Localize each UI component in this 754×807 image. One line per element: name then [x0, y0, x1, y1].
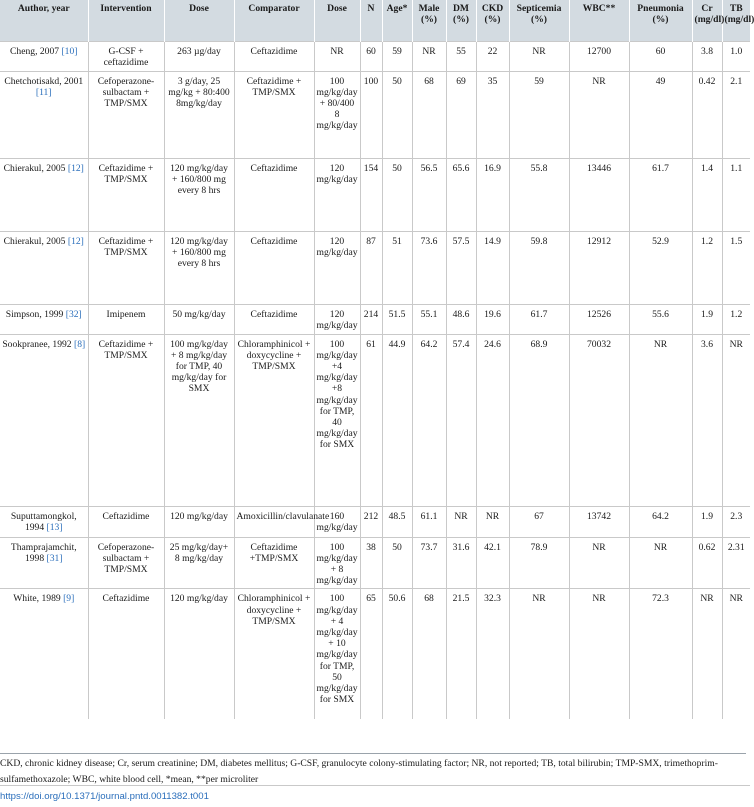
cell-intervention: Ceftazidime: [88, 589, 164, 719]
cell-author: [0, 71, 88, 158]
cell-wbc: NR: [569, 537, 629, 589]
cell-author: [0, 41, 88, 71]
cell-septicemia: 59.8: [509, 231, 569, 304]
cell-cr: 1.9: [692, 304, 722, 334]
cell-tb: NR: [722, 589, 750, 719]
cell-septicemia: 67: [509, 506, 569, 537]
reference-link[interactable]: [31]: [46, 552, 63, 564]
cell-intervention: Ceftazidime: [88, 506, 164, 537]
cell-dose: 120 mg/kg/day: [164, 506, 234, 537]
cell-comparator: Chloramphinicol + doxycycline + TMP/SMX: [234, 589, 314, 719]
cell-author: [0, 304, 88, 334]
cell-age: 50: [382, 158, 412, 231]
cell-pneumonia: 72.3: [629, 589, 692, 719]
cell-comparator-dose: 120 mg/kg/day: [314, 158, 360, 231]
cell-septicemia: 78.9: [509, 537, 569, 589]
reference-link[interactable]: [32]: [65, 308, 82, 320]
cell-dm: 57.5: [446, 231, 476, 304]
table-row: [0, 334, 750, 506]
cell-ckd: 35: [476, 71, 509, 158]
table-header-row: [0, 0, 750, 41]
cell-dm: 48.6: [446, 304, 476, 334]
cell-wbc: 12912: [569, 231, 629, 304]
cell-dose: 25 mg/kg/day+ 8 mg/kg/day: [164, 537, 234, 589]
cell-age: 50.6: [382, 589, 412, 719]
reference-link[interactable]: [12]: [67, 235, 84, 247]
cell-septicemia: 68.9: [509, 334, 569, 506]
cell-ckd: 24.6: [476, 334, 509, 506]
cell-dm: 21.5: [446, 589, 476, 719]
author-text: Chierakul, 2005: [3, 162, 66, 174]
cell-comparator: Ceftazidime: [234, 41, 314, 71]
cell-pneumonia: 64.2: [629, 506, 692, 537]
table-row: [0, 537, 750, 589]
cell-intervention: Ceftazidime + TMP/SMX: [88, 158, 164, 231]
cell-pneumonia: 52.9: [629, 231, 692, 304]
cell-pneumonia: 55.6: [629, 304, 692, 334]
cell-tb: 1.0: [722, 41, 750, 71]
cell-pneumonia: 60: [629, 41, 692, 71]
cell-author: [0, 334, 88, 506]
table-row: [0, 231, 750, 304]
cell-cr: 3.6: [692, 334, 722, 506]
cell-cr: 1.9: [692, 506, 722, 537]
header-comparator-dose: Dose: [314, 0, 360, 41]
cell-cr: 0.62: [692, 537, 722, 589]
cell-dose: 263 µg/day: [164, 41, 234, 71]
cell-n: 65: [360, 589, 382, 719]
cell-comparator: Ceftazidime: [234, 158, 314, 231]
cell-n: 154: [360, 158, 382, 231]
cell-dose: 3 g/day, 25 mg/kg + 80:400 8mg/kg/day: [164, 71, 234, 158]
cell-pneumonia: 61.7: [629, 158, 692, 231]
table-row: [0, 41, 750, 71]
cell-dm: 69: [446, 71, 476, 158]
cell-male: 73.6: [412, 231, 446, 304]
cell-intervention: Imipenem: [88, 304, 164, 334]
cell-comparator-dose: 120 mg/kg/day: [314, 231, 360, 304]
header-tb: TB (mg/dl): [722, 0, 750, 41]
header-wbc: WBC**: [569, 0, 629, 41]
table-row: [0, 71, 750, 158]
header-cr: Cr (mg/dl): [692, 0, 722, 41]
cell-male: 64.2: [412, 334, 446, 506]
cell-male: NR: [412, 41, 446, 71]
divider: [0, 785, 750, 786]
reference-link[interactable]: [13]: [46, 521, 63, 533]
cell-comparator: Amoxicillin/clavulanate: [234, 506, 314, 537]
cell-dm: 31.6: [446, 537, 476, 589]
cell-author: [0, 589, 88, 719]
cell-tb: 2.1: [722, 71, 750, 158]
cell-dose: 50 mg/kg/day: [164, 304, 234, 334]
cell-male: 61.1: [412, 506, 446, 537]
author-text: Sookpranee, 1992: [2, 338, 72, 350]
cell-comparator: Ceftazidime + TMP/SMX: [234, 71, 314, 158]
cell-age: 59: [382, 41, 412, 71]
cell-ckd: 32.3: [476, 589, 509, 719]
cell-ckd: 19.6: [476, 304, 509, 334]
cell-ckd: 16.9: [476, 158, 509, 231]
cell-comparator-dose: 100 mg/kg/day + 8 mg/kg/day: [314, 537, 360, 589]
cell-wbc: NR: [569, 71, 629, 158]
cell-ckd: 22: [476, 41, 509, 71]
cell-male: 55.1: [412, 304, 446, 334]
cell-male: 56.5: [412, 158, 446, 231]
cell-age: 51: [382, 231, 412, 304]
cell-age: 44.9: [382, 334, 412, 506]
cell-wbc: NR: [569, 589, 629, 719]
table-row: [0, 304, 750, 334]
reference-link[interactable]: [12]: [67, 162, 84, 174]
cell-intervention: Cefoperazone-sulbactam + TMP/SMX: [88, 71, 164, 158]
table-row: [0, 158, 750, 231]
cell-male: 68: [412, 589, 446, 719]
cell-comparator-dose: NR: [314, 41, 360, 71]
cell-septicemia: NR: [509, 41, 569, 71]
reference-link[interactable]: [8]: [74, 338, 86, 350]
cell-wbc: 13446: [569, 158, 629, 231]
cell-intervention: Cefoperazone-sulbactam + TMP/SMX: [88, 537, 164, 589]
cell-wbc: 13742: [569, 506, 629, 537]
cell-comparator-dose: 100 mg/kg/day +4 mg/kg/day +8 mg/kg/day for TMP, 40 mg/kg/day for SMX: [314, 334, 360, 506]
header-septicemia: Septicemia (%): [509, 0, 569, 41]
cell-tb: 2.31: [722, 537, 750, 589]
cell-cr: 1.4: [692, 158, 722, 231]
author-text: Chierakul, 2005: [3, 235, 66, 247]
header-n: N: [360, 0, 382, 41]
header-intervention: Intervention: [88, 0, 164, 41]
cell-dose: 100 mg/kg/day + 8 mg/kg/day for TMP, 40 mg/kg/day for SMX: [164, 334, 234, 506]
cell-comparator: Ceftazidime: [234, 231, 314, 304]
cell-author: [0, 506, 88, 537]
cell-dm: 65.6: [446, 158, 476, 231]
cell-comparator-dose: 160 mg/kg/day: [314, 506, 360, 537]
cell-male: 73.7: [412, 537, 446, 589]
cell-pneumonia: NR: [629, 334, 692, 506]
table-footnote: CKD, chronic kidney disease; Cr, serum creatinine; DM, diabetes mellitus; G-CSF, granulocyte colony-stimulating factor; NR, not reported; TB, total bilirubin; TMP-SMX, trimethoprim-sulfamethoxazole; WBC, white blood cell, *mean, **per microliter: [0, 753, 746, 788]
cell-author: [0, 231, 88, 304]
cell-intervention: G-CSF + ceftazidime: [88, 41, 164, 71]
header-author: Author, year: [17, 3, 70, 14]
cell-author: [0, 158, 88, 231]
header-dm: DM (%): [446, 0, 476, 41]
cell-ckd: 42.1: [476, 537, 509, 589]
cell-n: 87: [360, 231, 382, 304]
cell-comparator: Ceftazidime: [234, 304, 314, 334]
cell-dm: NR: [446, 506, 476, 537]
cell-pneumonia: NR: [629, 537, 692, 589]
cell-n: 214: [360, 304, 382, 334]
author-text: Chetchotisakd, 2001: [4, 75, 84, 87]
cell-dose: 120 mg/kg/day: [164, 589, 234, 719]
header-age: Age*: [382, 0, 412, 41]
cell-dm: 55: [446, 41, 476, 71]
cell-ckd: 14.9: [476, 231, 509, 304]
cell-pneumonia: 49: [629, 71, 692, 158]
cell-comparator: Ceftazidime +TMP/SMX: [234, 537, 314, 589]
cell-septicemia: NR: [509, 589, 569, 719]
cell-intervention: Ceftazidime + TMP/SMX: [88, 334, 164, 506]
cell-author: [0, 537, 88, 589]
cell-male: 68: [412, 71, 446, 158]
cell-dm: 57.4: [446, 334, 476, 506]
table-row: [0, 506, 750, 537]
cell-n: 61: [360, 334, 382, 506]
cell-comparator-dose: 100 mg/kg/day + 4 mg/kg/day + 10 mg/kg/day for TMP, 50 mg/kg/day for SMX: [314, 589, 360, 719]
author-text: Cheng, 2007: [10, 45, 60, 57]
cell-comparator: Chloramphinicol + doxycycline + TMP/SMX: [234, 334, 314, 506]
cell-tb: 1.1: [722, 158, 750, 231]
cell-n: 100: [360, 71, 382, 158]
cell-comparator-dose: 120 mg/kg/day: [314, 304, 360, 334]
author-text: Thamprajamchit, 1998: [10, 541, 77, 564]
doi-link[interactable]: https://doi.org/10.1371/journal.pntd.0011382.t001: [0, 791, 209, 802]
cell-n: 38: [360, 537, 382, 589]
cell-wbc: 12526: [569, 304, 629, 334]
header-dose: Dose: [164, 0, 234, 41]
cell-dose: 120 mg/kg/day + 160/800 mg every 8 hrs: [164, 158, 234, 231]
cell-septicemia: 55.8: [509, 158, 569, 231]
header-comparator: Comparator: [234, 0, 314, 41]
cell-cr: NR: [692, 589, 722, 719]
cell-age: 50: [382, 537, 412, 589]
cell-age: 51.5: [382, 304, 412, 334]
reference-link[interactable]: [10]: [61, 45, 78, 57]
header-pneumonia: Pneumonia (%): [629, 0, 692, 41]
cell-dose: 120 mg/kg/day + 160/800 mg every 8 hrs: [164, 231, 234, 304]
cell-cr: 3.8: [692, 41, 722, 71]
cell-n: 60: [360, 41, 382, 71]
cell-ckd: NR: [476, 506, 509, 537]
cell-wbc: 70032: [569, 334, 629, 506]
reference-link[interactable]: [9]: [63, 593, 75, 605]
cell-age: 50: [382, 71, 412, 158]
header-ckd: CKD (%): [476, 0, 509, 41]
reference-link[interactable]: [11]: [35, 86, 52, 98]
author-text: Suputtamongkol, 1994: [10, 510, 77, 533]
cell-wbc: 12700: [569, 41, 629, 71]
cell-n: 212: [360, 506, 382, 537]
header-male: Male (%): [412, 0, 446, 41]
cell-age: 48.5: [382, 506, 412, 537]
cell-tb: NR: [722, 334, 750, 506]
author-text: Simpson, 1999: [5, 308, 64, 320]
cell-cr: 0.42: [692, 71, 722, 158]
cell-cr: 1.2: [692, 231, 722, 304]
cell-tb: 1.2: [722, 304, 750, 334]
author-text: White, 1989: [13, 593, 61, 605]
cell-septicemia: 59: [509, 71, 569, 158]
cell-tb: 1.5: [722, 231, 750, 304]
cell-comparator-dose: 100 mg/kg/day + 80/400 8 mg/kg/day: [314, 71, 360, 158]
cell-intervention: Ceftazidime + TMP/SMX: [88, 231, 164, 304]
table-row: [0, 589, 750, 719]
cell-septicemia: 61.7: [509, 304, 569, 334]
cell-tb: 2.3: [722, 506, 750, 537]
